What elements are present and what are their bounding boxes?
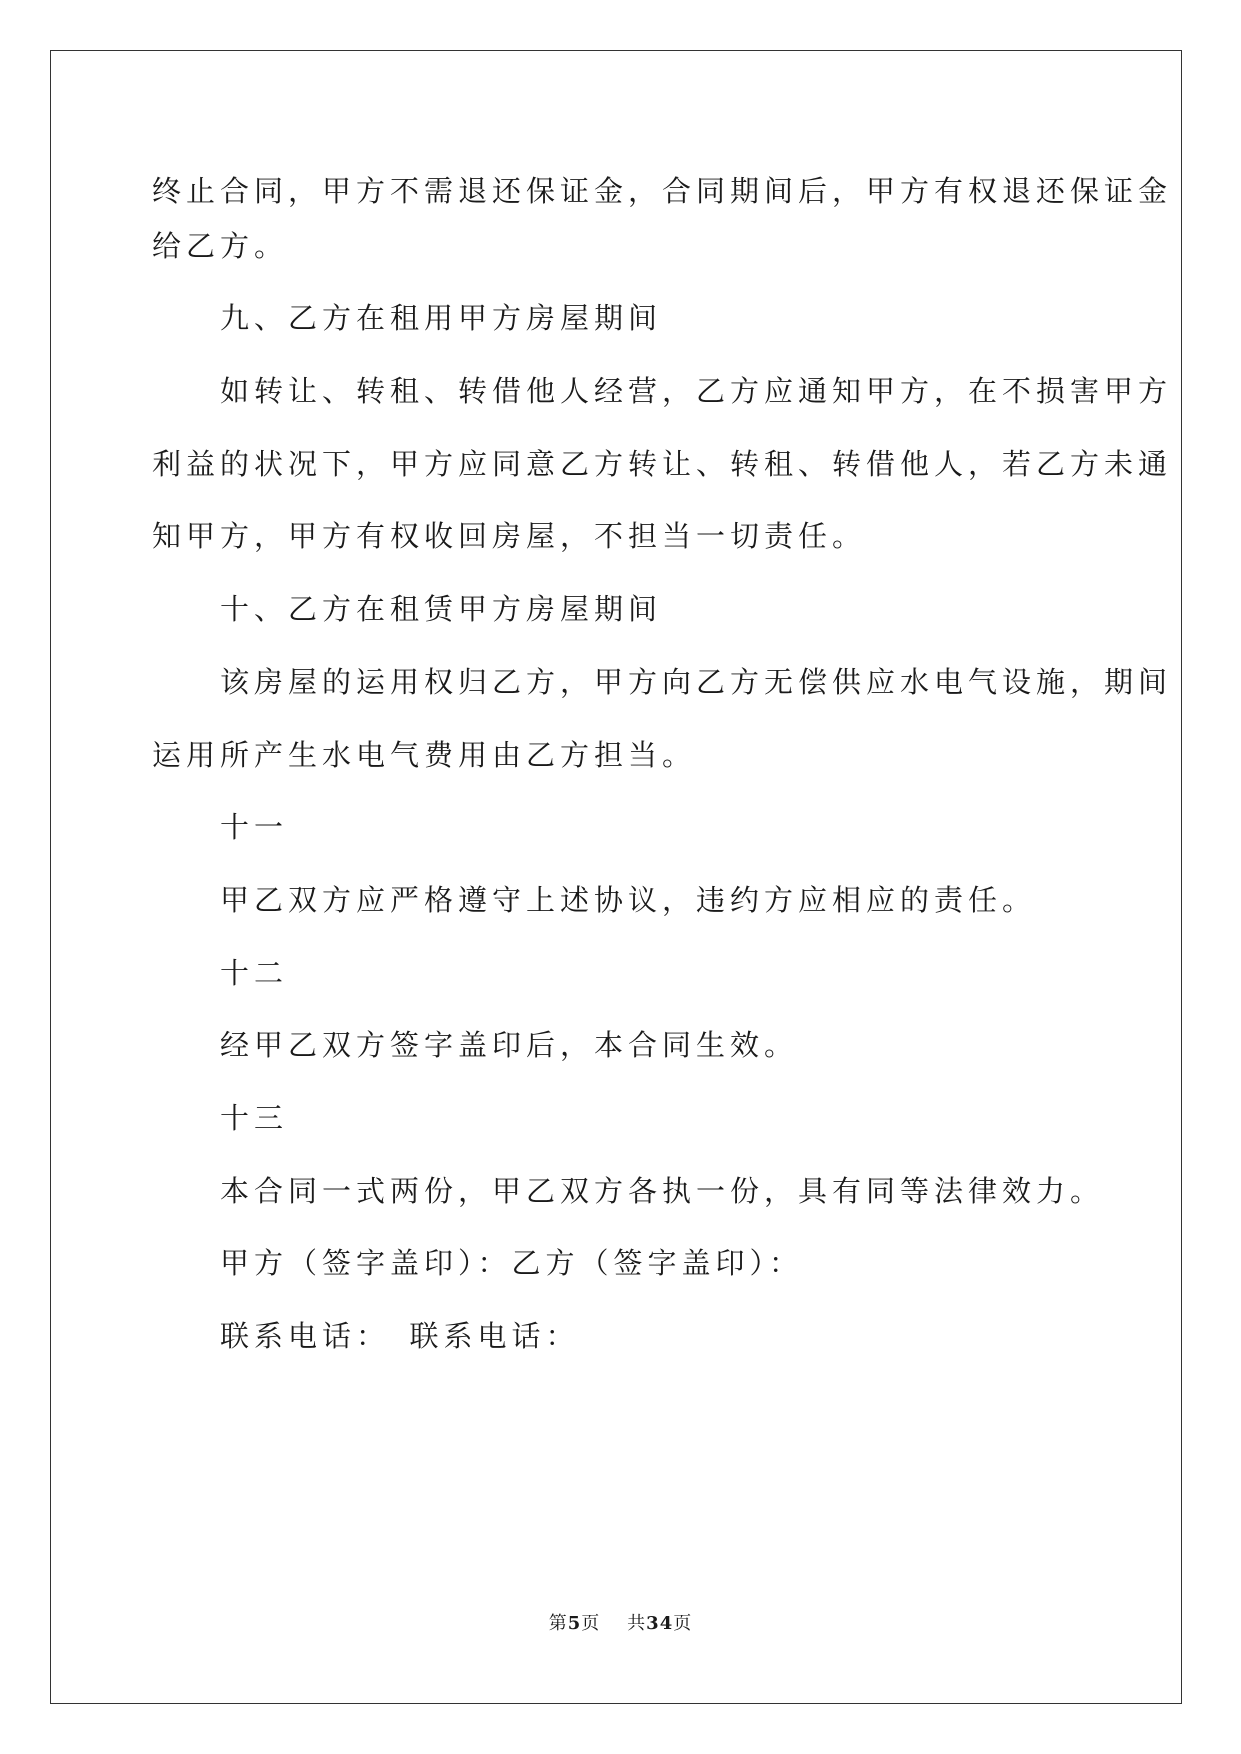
body-line-1: 终止合同，甲方不需退还保证金，合同期间后，甲方有权退还保证金 xyxy=(152,174,1173,208)
body-line-8: 该房屋的运用权归乙方，甲方向乙方无偿供应水电气设施，期间 xyxy=(152,665,1173,699)
page-footer xyxy=(0,1612,1241,1636)
footer-total-suffix: 页 xyxy=(673,1613,693,1634)
clause-12-heading: 十二 xyxy=(152,956,289,990)
clause-11-heading: 十一 xyxy=(152,810,289,844)
clause-13-heading: 十三 xyxy=(152,1101,289,1135)
clause-9-heading: 九、乙方在租用甲方房屋期间 xyxy=(152,301,663,335)
body-line-2: 给乙方。 xyxy=(152,229,289,263)
footer-total-prefix: 共 xyxy=(627,1613,647,1634)
phone-line: 联系电话： 联系电话： xyxy=(152,1319,580,1353)
signature-line: 甲方（签字盖印）：乙方（签字盖印）： xyxy=(152,1246,804,1280)
body-line-4: 如转让、转租、转借他人经营，乙方应通知甲方，在不损害甲方 xyxy=(152,374,1173,408)
footer-total-pages: 34 xyxy=(646,1613,674,1634)
body-line-5: 利益的状况下，甲方应同意乙方转让、转租、转借他人，若乙方未通 xyxy=(152,447,1173,481)
footer-prefix: 第 xyxy=(548,1613,568,1634)
body-line-6: 知甲方，甲方有权收回房屋，不担当一切责任。 xyxy=(152,519,867,553)
clause-10-heading: 十、乙方在租赁甲方房屋期间 xyxy=(152,592,663,626)
footer-page-number: 5 xyxy=(567,1613,582,1634)
footer-page-suffix: 页 xyxy=(581,1613,601,1634)
body-line-13: 经甲乙双方签字盖印后，本合同生效。 xyxy=(152,1028,799,1062)
body-line-11: 甲乙双方应严格遵守上述协议，违约方应相应的责任。 xyxy=(152,883,1037,917)
body-line-9: 运用所产生水电气费用由乙方担当。 xyxy=(152,738,697,772)
body-line-15: 本合同一式两份，甲乙双方各执一份，具有同等法律效力。 xyxy=(152,1174,1105,1208)
